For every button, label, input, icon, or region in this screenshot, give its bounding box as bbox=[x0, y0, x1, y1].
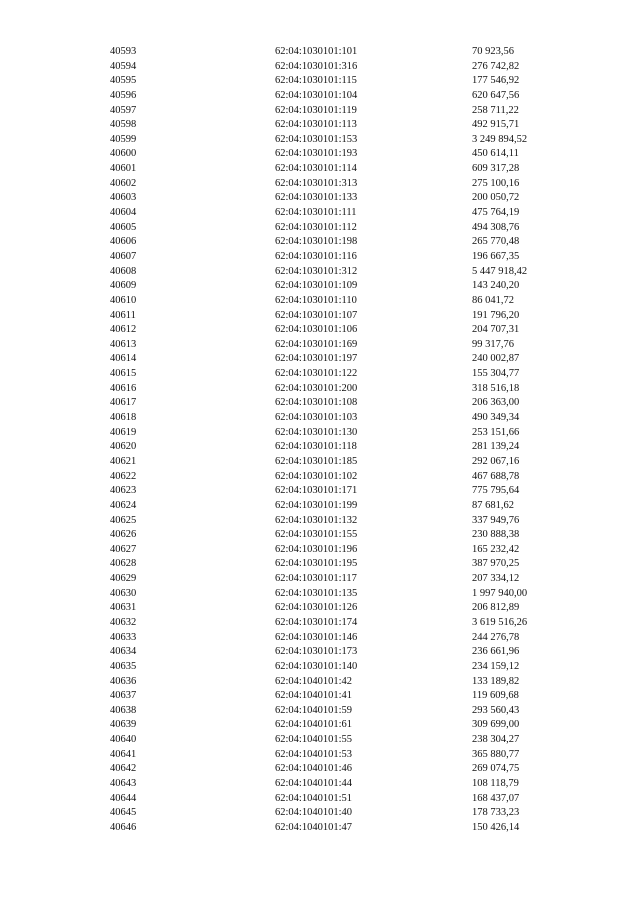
cadastral-number: 62:04:1040101:40 bbox=[275, 807, 353, 819]
cadastral-number: 62:04:1030101:196 bbox=[275, 543, 358, 555]
table-row bbox=[0, 587, 640, 602]
row-number: 40643 bbox=[110, 778, 137, 790]
row-number: 40621 bbox=[110, 455, 137, 467]
table-row bbox=[0, 279, 640, 294]
table-row bbox=[0, 689, 640, 704]
cadastral-number: 62:04:1030101:107 bbox=[275, 309, 358, 321]
cadastral-number: 62:04:1030101:111 bbox=[275, 207, 357, 219]
value-amount: 265 770,48 bbox=[472, 236, 520, 248]
cadastral-number: 62:04:1030101:132 bbox=[275, 514, 358, 526]
cadastral-number: 62:04:1030101:197 bbox=[275, 353, 358, 365]
table-row bbox=[0, 821, 640, 836]
row-number: 40617 bbox=[110, 397, 137, 409]
table-row bbox=[0, 514, 640, 529]
cadastral-number: 62:04:1030101:146 bbox=[275, 631, 358, 643]
cadastral-number: 62:04:1030101:113 bbox=[275, 119, 357, 131]
row-number: 40634 bbox=[110, 646, 137, 658]
cadastral-number: 62:04:1030101:135 bbox=[275, 587, 358, 599]
table-row bbox=[0, 704, 640, 719]
table-row bbox=[0, 250, 640, 265]
table-row bbox=[0, 411, 640, 426]
value-amount: 387 970,25 bbox=[472, 558, 520, 570]
cadastral-number: 62:04:1030101:199 bbox=[275, 499, 358, 511]
table-row bbox=[0, 528, 640, 543]
row-number: 40601 bbox=[110, 163, 137, 175]
value-amount: 206 812,89 bbox=[472, 602, 520, 614]
cadastral-number: 62:04:1040101:53 bbox=[275, 748, 353, 760]
value-amount: 191 796,20 bbox=[472, 309, 520, 321]
cadastral-number: 62:04:1030101:312 bbox=[275, 265, 358, 277]
cadastral-number: 62:04:1040101:42 bbox=[275, 675, 353, 687]
value-amount: 276 742,82 bbox=[472, 60, 520, 72]
table-row bbox=[0, 572, 640, 587]
row-number: 40612 bbox=[110, 324, 137, 336]
cadastral-number: 62:04:1030101:130 bbox=[275, 426, 358, 438]
row-number: 40605 bbox=[110, 221, 137, 233]
table-row bbox=[0, 265, 640, 280]
cadastral-number: 62:04:1040101:46 bbox=[275, 763, 353, 775]
table-row bbox=[0, 147, 640, 162]
table-row bbox=[0, 557, 640, 572]
value-amount: 620 647,56 bbox=[472, 89, 520, 101]
value-amount: 3 619 516,26 bbox=[472, 616, 528, 628]
value-amount: 165 232,42 bbox=[472, 543, 520, 555]
table-row bbox=[0, 806, 640, 821]
row-number: 40610 bbox=[110, 294, 137, 306]
value-amount: 196 667,35 bbox=[472, 250, 520, 262]
value-amount: 177 546,92 bbox=[472, 75, 520, 87]
cadastral-number: 62:04:1030101:101 bbox=[275, 46, 358, 57]
row-number: 40626 bbox=[110, 529, 137, 541]
table-row bbox=[0, 616, 640, 631]
row-number: 40628 bbox=[110, 558, 137, 570]
value-amount: 150 426,14 bbox=[472, 821, 520, 833]
table-row bbox=[0, 675, 640, 690]
value-amount: 133 189,82 bbox=[472, 675, 520, 687]
value-amount: 467 688,78 bbox=[472, 470, 520, 482]
value-amount: 337 949,76 bbox=[472, 514, 520, 526]
cadastral-number: 62:04:1030101:109 bbox=[275, 280, 358, 292]
value-amount: 200 050,72 bbox=[472, 192, 520, 204]
table-row bbox=[0, 45, 640, 60]
row-number: 40613 bbox=[110, 338, 137, 350]
value-amount: 238 304,27 bbox=[472, 734, 520, 746]
cadastral-number: 62:04:1030101:140 bbox=[275, 660, 358, 672]
table-row bbox=[0, 133, 640, 148]
row-number: 40596 bbox=[110, 89, 137, 101]
row-number: 40638 bbox=[110, 704, 137, 716]
table-row bbox=[0, 762, 640, 777]
cadastral-number: 62:04:1030101:173 bbox=[275, 646, 358, 658]
cadastral-number: 62:04:1030101:102 bbox=[275, 470, 358, 482]
row-number: 40619 bbox=[110, 426, 137, 438]
value-amount: 5 447 918,42 bbox=[472, 265, 528, 277]
table-row bbox=[0, 499, 640, 514]
cadastral-number: 62:04:1040101:44 bbox=[275, 778, 353, 790]
cadastral-number: 62:04:1030101:116 bbox=[275, 250, 357, 262]
row-number: 40604 bbox=[110, 207, 137, 219]
row-number: 40595 bbox=[110, 75, 137, 87]
row-number: 40599 bbox=[110, 133, 137, 145]
row-number: 40633 bbox=[110, 631, 137, 643]
data-table bbox=[0, 45, 640, 836]
table-row bbox=[0, 645, 640, 660]
cadastral-number: 62:04:1030101:200 bbox=[275, 382, 358, 394]
value-amount: 206 363,00 bbox=[472, 397, 520, 409]
row-number: 40618 bbox=[110, 412, 137, 424]
cadastral-number: 62:04:1030101:110 bbox=[275, 294, 357, 306]
value-amount: 258 711,22 bbox=[472, 104, 519, 116]
cadastral-number: 62:04:1040101:41 bbox=[275, 690, 353, 702]
table-row bbox=[0, 235, 640, 250]
row-number: 40603 bbox=[110, 192, 137, 204]
value-amount: 143 240,20 bbox=[472, 280, 520, 292]
cadastral-number: 62:04:1030101:117 bbox=[275, 573, 357, 585]
row-number: 40622 bbox=[110, 470, 137, 482]
value-amount: 450 614,11 bbox=[472, 148, 519, 160]
cadastral-number: 62:04:1030101:126 bbox=[275, 602, 358, 614]
cadastral-number: 62:04:1030101:122 bbox=[275, 368, 358, 380]
value-amount: 99 317,76 bbox=[472, 338, 514, 350]
value-amount: 492 915,71 bbox=[472, 119, 520, 131]
value-amount: 490 349,34 bbox=[472, 412, 520, 424]
table-row bbox=[0, 455, 640, 470]
table-row bbox=[0, 484, 640, 499]
row-number: 40625 bbox=[110, 514, 137, 526]
table-row bbox=[0, 470, 640, 485]
row-number: 40627 bbox=[110, 543, 137, 555]
table-row bbox=[0, 396, 640, 411]
table-row bbox=[0, 601, 640, 616]
cadastral-number: 62:04:1030101:174 bbox=[275, 616, 358, 628]
row-number: 40624 bbox=[110, 499, 137, 511]
value-amount: 293 560,43 bbox=[472, 704, 520, 716]
cadastral-number: 62:04:1030101:104 bbox=[275, 89, 358, 101]
row-number: 40631 bbox=[110, 602, 137, 614]
row-number: 40608 bbox=[110, 265, 137, 277]
value-amount: 108 118,79 bbox=[472, 778, 519, 790]
row-number: 40646 bbox=[110, 821, 137, 833]
value-amount: 269 074,75 bbox=[472, 763, 520, 775]
value-amount: 365 880,77 bbox=[472, 748, 520, 760]
row-number: 40630 bbox=[110, 587, 137, 599]
cadastral-number: 62:04:1030101:185 bbox=[275, 455, 358, 467]
value-amount: 119 609,68 bbox=[472, 690, 519, 702]
cadastral-number: 62:04:1030101:112 bbox=[275, 221, 357, 233]
cadastral-number: 62:04:1030101:115 bbox=[275, 75, 357, 87]
row-number: 40637 bbox=[110, 690, 137, 702]
value-amount: 494 308,76 bbox=[472, 221, 520, 233]
row-number: 40607 bbox=[110, 250, 137, 262]
row-number: 40642 bbox=[110, 763, 137, 775]
cadastral-number: 62:04:1030101:155 bbox=[275, 529, 358, 541]
row-number: 40609 bbox=[110, 280, 137, 292]
value-amount: 86 041,72 bbox=[472, 294, 514, 306]
table-row bbox=[0, 221, 640, 236]
value-amount: 1 997 940,00 bbox=[472, 587, 528, 599]
cadastral-number: 62:04:1040101:55 bbox=[275, 734, 353, 746]
cadastral-number: 62:04:1030101:133 bbox=[275, 192, 358, 204]
value-amount: 204 707,31 bbox=[472, 324, 520, 336]
table-row bbox=[0, 162, 640, 177]
cadastral-number: 62:04:1040101:47 bbox=[275, 821, 353, 833]
row-number: 40600 bbox=[110, 148, 137, 160]
value-amount: 155 304,77 bbox=[472, 368, 520, 380]
cadastral-number: 62:04:1030101:169 bbox=[275, 338, 358, 350]
cadastral-number: 62:04:1030101:153 bbox=[275, 133, 358, 145]
row-number: 40629 bbox=[110, 573, 137, 585]
cadastral-number: 62:04:1030101:313 bbox=[275, 177, 358, 189]
value-amount: 275 100,16 bbox=[472, 177, 520, 189]
table-row bbox=[0, 367, 640, 382]
value-amount: 292 067,16 bbox=[472, 455, 520, 467]
table-row bbox=[0, 338, 640, 353]
row-number: 40623 bbox=[110, 485, 137, 497]
value-amount: 87 681,62 bbox=[472, 499, 514, 511]
cadastral-number: 62:04:1030101:106 bbox=[275, 324, 358, 336]
cadastral-number: 62:04:1040101:59 bbox=[275, 704, 353, 716]
table-row bbox=[0, 748, 640, 763]
row-number: 40616 bbox=[110, 382, 137, 394]
row-number: 40636 bbox=[110, 675, 137, 687]
value-amount: 309 699,00 bbox=[472, 719, 520, 731]
row-number: 40644 bbox=[110, 792, 137, 804]
value-amount: 178 733,23 bbox=[472, 807, 520, 819]
row-number: 40593 bbox=[110, 46, 137, 57]
value-amount: 70 923,56 bbox=[472, 46, 514, 57]
cadastral-number: 62:04:1040101:61 bbox=[275, 719, 353, 731]
table-row bbox=[0, 323, 640, 338]
row-number: 40611 bbox=[110, 309, 136, 321]
table-row bbox=[0, 309, 640, 324]
table-row bbox=[0, 206, 640, 221]
row-number: 40602 bbox=[110, 177, 137, 189]
table-row bbox=[0, 426, 640, 441]
row-number: 40640 bbox=[110, 734, 137, 746]
table-row bbox=[0, 733, 640, 748]
table-row bbox=[0, 382, 640, 397]
value-amount: 236 661,96 bbox=[472, 646, 520, 658]
value-amount: 234 159,12 bbox=[472, 660, 520, 672]
value-amount: 253 151,66 bbox=[472, 426, 520, 438]
table-row bbox=[0, 660, 640, 675]
cadastral-number: 62:04:1030101:198 bbox=[275, 236, 358, 248]
row-number: 40614 bbox=[110, 353, 137, 365]
table-row bbox=[0, 118, 640, 133]
value-amount: 207 334,12 bbox=[472, 573, 520, 585]
table-row bbox=[0, 543, 640, 558]
cadastral-number: 62:04:1030101:316 bbox=[275, 60, 358, 72]
value-amount: 281 139,24 bbox=[472, 441, 520, 453]
value-amount: 3 249 894,52 bbox=[472, 133, 528, 145]
value-amount: 475 764,19 bbox=[472, 207, 520, 219]
row-number: 40639 bbox=[110, 719, 137, 731]
value-amount: 318 516,18 bbox=[472, 382, 520, 394]
row-number: 40594 bbox=[110, 60, 137, 72]
table-row bbox=[0, 792, 640, 807]
cadastral-number: 62:04:1030101:108 bbox=[275, 397, 358, 409]
value-amount: 168 437,07 bbox=[472, 792, 520, 804]
row-number: 40597 bbox=[110, 104, 137, 116]
cadastral-number: 62:04:1030101:103 bbox=[275, 412, 358, 424]
cadastral-number: 62:04:1030101:119 bbox=[275, 104, 357, 116]
row-number: 40641 bbox=[110, 748, 137, 760]
row-number: 40620 bbox=[110, 441, 137, 453]
cadastral-number: 62:04:1030101:114 bbox=[275, 163, 357, 175]
value-amount: 230 888,38 bbox=[472, 529, 520, 541]
table-row bbox=[0, 294, 640, 309]
cadastral-number: 62:04:1030101:193 bbox=[275, 148, 358, 160]
table-row bbox=[0, 631, 640, 646]
cadastral-number: 62:04:1030101:118 bbox=[275, 441, 357, 453]
row-number: 40615 bbox=[110, 368, 137, 380]
table-row bbox=[0, 191, 640, 206]
table-row bbox=[0, 440, 640, 455]
value-amount: 609 317,28 bbox=[472, 163, 520, 175]
table-row bbox=[0, 352, 640, 367]
table-row bbox=[0, 60, 640, 75]
cadastral-number: 62:04:1030101:195 bbox=[275, 558, 358, 570]
table-row bbox=[0, 74, 640, 89]
row-number: 40598 bbox=[110, 119, 137, 131]
table-row bbox=[0, 177, 640, 192]
row-number: 40632 bbox=[110, 616, 137, 628]
value-amount: 775 795,64 bbox=[472, 485, 520, 497]
table-row bbox=[0, 777, 640, 792]
value-amount: 244 276,78 bbox=[472, 631, 520, 643]
table-row bbox=[0, 89, 640, 104]
cadastral-number: 62:04:1030101:171 bbox=[275, 485, 358, 497]
row-number: 40606 bbox=[110, 236, 137, 248]
table-row bbox=[0, 718, 640, 733]
cadastral-number: 62:04:1040101:51 bbox=[275, 792, 353, 804]
row-number: 40645 bbox=[110, 807, 137, 819]
value-amount: 240 002,87 bbox=[472, 353, 520, 365]
row-number: 40635 bbox=[110, 660, 137, 672]
table-row bbox=[0, 104, 640, 119]
